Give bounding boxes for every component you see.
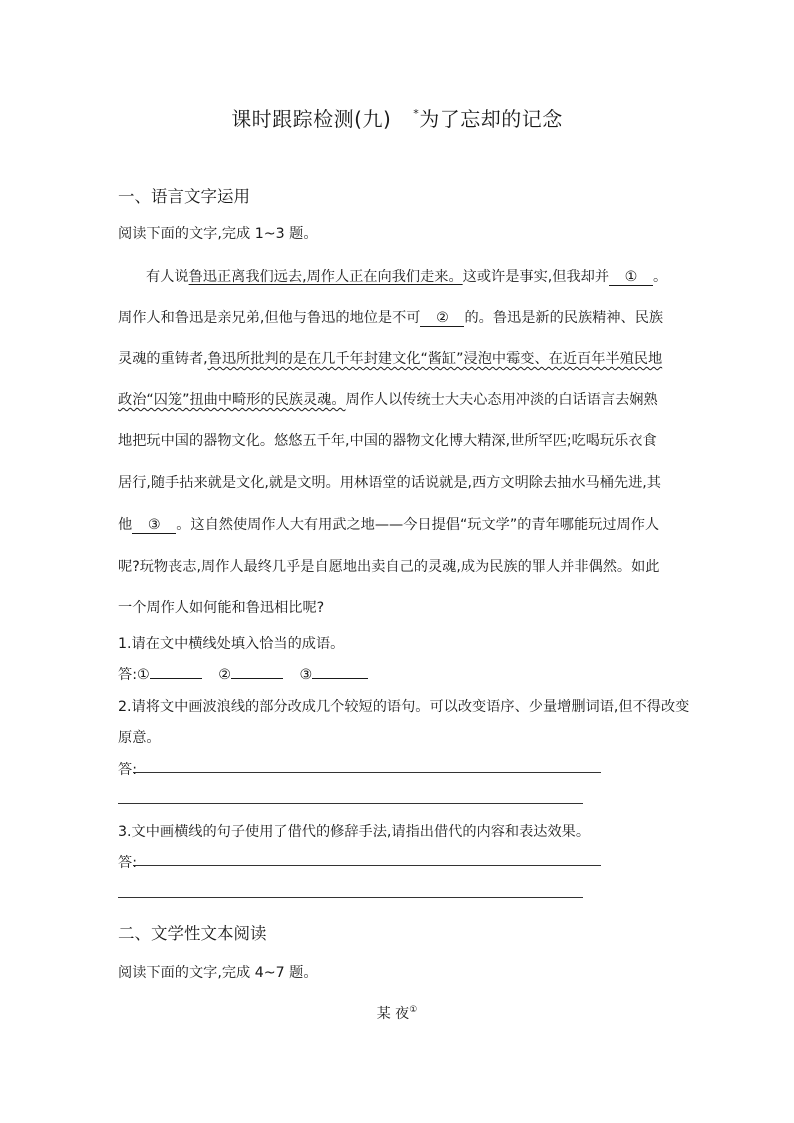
section2-instruction: 阅读下面的文字,完成 4~7 题。 (118, 965, 318, 981)
question-2-answer-label: 答: (118, 762, 137, 778)
fill-blank-2: ② (420, 310, 464, 327)
question-3-answer-line-1[interactable] (133, 865, 601, 866)
question-1: 1.请在文中横线处填入恰当的成语。 (118, 636, 345, 652)
wavy-text-2: 政治“囚笼”扭曲中畸形的民族灵魂。 (118, 392, 346, 408)
section1-instruction: 阅读下面的文字,完成 1~3 题。 (118, 226, 318, 242)
passage-line-1: 有人说鲁迅正离我们远去,周作人正在向我们走来。这或许是事实,但我却并 ① 。 (146, 269, 668, 285)
passage-line-2: 周作人和鲁迅是亲兄弟,但他与鲁迅的地位是不可 ② 的。鲁迅是新的民族精神、民族 (118, 310, 664, 326)
passage-line-5: 地把玩中国的器物文化。悠悠五千年,中国的器物文化博大精深,世所罕匹;吃喝玩乐衣食 (118, 433, 657, 449)
question-3: 3.文中画横线的句子使用了借代的修辞手法,请指出借代的内容和表达效果。 (118, 824, 591, 840)
question-3-answer-line-2[interactable] (118, 897, 583, 898)
question-2-answer-line-2[interactable] (118, 803, 583, 804)
wavy-text-1: 鲁迅所批判的是在几千年封建文化“酱缸”浸泡中霉变、在近百年半殖民地 (207, 351, 663, 367)
passage-line-8: 呢?玩物丧志,周作人最终几乎是自愿地出卖自己的灵魂,成为民族的罪人并非偶然。如此 (118, 559, 660, 575)
question-2-line-2: 原意。 (118, 730, 161, 746)
fill-blank-3: ③ (132, 517, 176, 534)
article-title: 某 夜① (376, 1005, 418, 1022)
question-2-line-1: 2.请将文中画波浪线的部分改成几个较短的语句。可以改变语序、少量增删词语,但不得改变 (118, 699, 690, 715)
passage-line-4: 政治“囚笼”扭曲中畸形的民族灵魂。周作人以传统士大夫心态用冲淡的白话语言去娴熟 (118, 392, 658, 408)
footnote-mark: ① (409, 1005, 418, 1015)
underlined-sentence-1: 鲁迅正离我们远去,周作人正在向我们走来。 (188, 269, 463, 285)
answer-blank-1[interactable] (150, 678, 202, 679)
title-marker: * (413, 107, 420, 120)
passage-line-7: 他 ③ 。这自然使周作人大有用武之地——今日提倡“玩文学”的青年哪能玩过周作人 (118, 517, 660, 533)
passage-line-6: 居行,随手拈来就是文化,就是文明。用林语堂的话说就是,西方文明除去抽水马桶先进,其 (118, 475, 661, 491)
section2-heading: 二、文学性文本阅读 (118, 924, 267, 943)
question-1-answer: 答:① ② ③ (118, 664, 368, 684)
page-title (0, 103, 794, 132)
question-3-answer-label: 答: (118, 855, 137, 871)
section1-heading: 一、语言文字运用 (118, 187, 250, 206)
title-main: 课时跟踪检测(九) (231, 107, 392, 131)
fill-blank-1: ① (609, 269, 653, 286)
title-sub: 为了忘却的记念 (419, 107, 563, 131)
passage-line-9: 一个周作人如何能和鲁迅相比呢? (118, 600, 325, 616)
question-2-answer-line-1[interactable] (133, 772, 601, 773)
passage-line-3: 灵魂的重铸者,鲁迅所批判的是在几千年封建文化“酱缸”浸泡中霉变、在近百年半殖民地 (118, 351, 663, 367)
answer-blank-3[interactable] (312, 678, 368, 679)
answer-blank-2[interactable] (231, 678, 283, 679)
